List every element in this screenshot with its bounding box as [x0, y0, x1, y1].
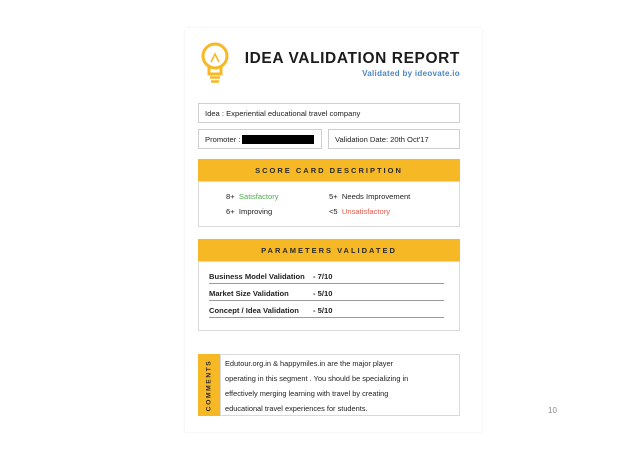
- idea-text: Idea : Experiential educational travel company: [205, 108, 361, 118]
- scorecard-heading: SCORE CARD DESCRIPTION: [198, 159, 460, 181]
- promoter-field: [198, 129, 322, 149]
- validation-date: Validation Date: 20th Oct'17: [335, 134, 429, 144]
- comments-label: COMMENTS: [205, 359, 213, 411]
- comments-box: [220, 354, 460, 416]
- parameter-row: Market Size Validation - 5/10: [209, 289, 444, 301]
- score-item: 6+ Improving: [226, 207, 273, 216]
- parameter-row: Concept / Idea Validation - 5/10: [209, 306, 444, 318]
- comment-line: effectively merging learning with travel by creating: [225, 389, 389, 398]
- score-item: <5 Unsatisfactory: [329, 207, 391, 216]
- validation-date-field: [328, 129, 460, 149]
- comment-line: educational travel experiences for students.: [225, 404, 368, 413]
- page-number: 10: [548, 406, 557, 415]
- comments-label-band: [198, 354, 220, 416]
- comment-line: Edutour.org.in & happymiles.in are the major player: [225, 359, 394, 368]
- report-page: [185, 28, 482, 432]
- comment-line: operating in this segment . You should be specializing in: [225, 374, 409, 383]
- scorecard-panel: [198, 181, 460, 227]
- parameters-panel: [198, 261, 460, 331]
- report-subtitle: Validated by ideovate.io: [362, 69, 460, 78]
- lightbulb-icon: [197, 40, 233, 86]
- report-title: IDEA VALIDATION REPORT: [244, 50, 460, 67]
- score-item: 8+ Satisfactory: [226, 192, 279, 201]
- promoter-label: Promoter :: [205, 134, 241, 144]
- idea-field: [198, 103, 460, 123]
- parameter-row: Business Model Validation - 7/10: [209, 272, 444, 284]
- parameters-heading: PARAMETERS VALIDATED: [198, 239, 460, 261]
- score-item: 5+ Needs Improvement: [329, 192, 411, 201]
- redacted-name: [242, 135, 314, 144]
